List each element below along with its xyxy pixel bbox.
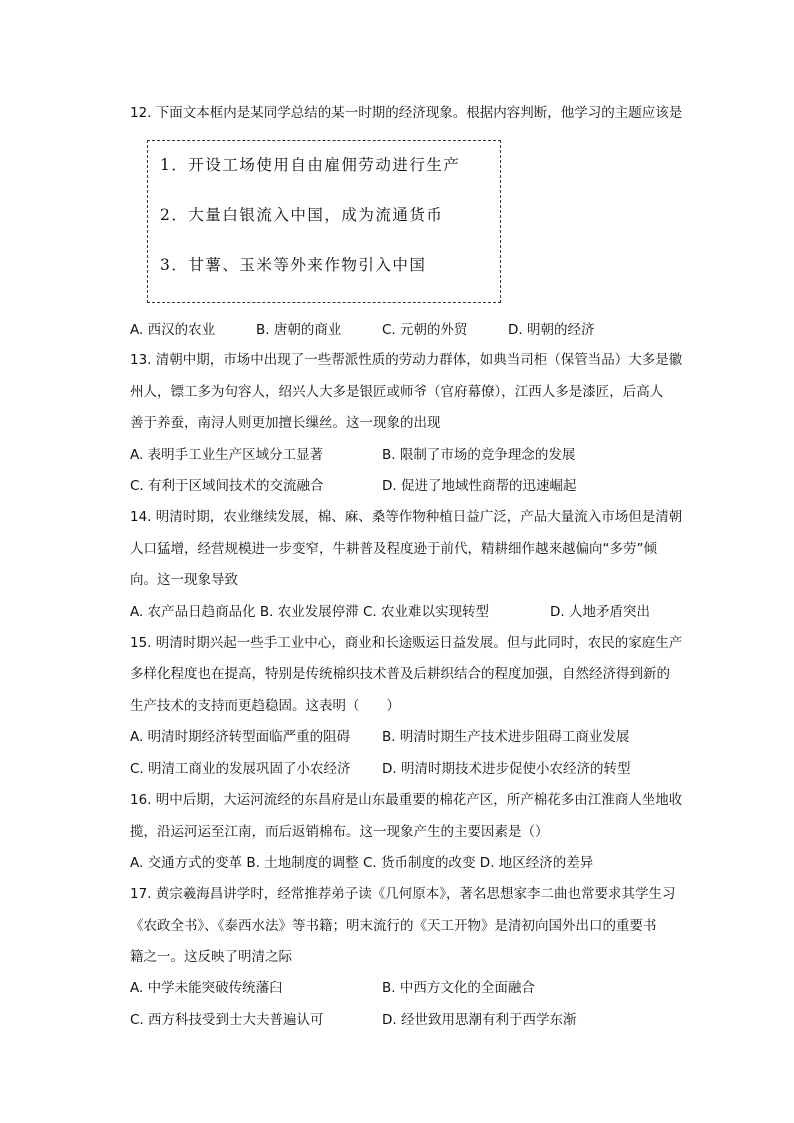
q12-option-d: D. 明朝的经济 [508, 322, 595, 338]
q13-option-c: C. 有利于区域间技术的交流融合 [130, 478, 324, 494]
q15-option-b: B. 明清时期生产技术进步阻碍工商业发展 [382, 729, 630, 745]
q17-option-a: A. 中学未能突破传统藩臼 [130, 980, 283, 996]
q15-option-d: D. 明清时期技术进步促使小农经济的转型 [382, 761, 631, 777]
question-16-stem-line-2: 揽，沿运河运至江南，而后返销棉布。这一现象产生的主要因素是（） [130, 824, 549, 840]
q12-option-c: C. 元朝的外贸 [382, 322, 468, 338]
question-12-text-box [147, 140, 501, 303]
question-13-stem-line-2: 州人，镖工多为句容人，绍兴人大多是银匠或师爷（官府幕僚），江西人多是漆匠，后高人 [130, 384, 664, 400]
question-17-stem-line-3: 籍之一。这反映了明清之际 [130, 949, 292, 965]
box-item-1: 1．开设工场使用自由雇佣劳动进行生产 [160, 156, 461, 174]
q16-options: A. 交通方式的变革 B. 土地制度的调整 C. 货币制度的改变 D. 地区经济的差异 [130, 855, 594, 871]
q12-option-b: B. 唐朝的商业 [256, 322, 342, 338]
question-15-stem-line-3: 生产技术的支持而更趋稳固。这表明（ ） [130, 698, 400, 714]
question-15-stem-line-1: 15. 明清时期兴起一些手工业中心，商业和长途贩运日益发展。但与此同时，农民的家庭生产 [130, 635, 683, 651]
box-item-3: 3．甘薯、玉米等外来作物引入中国 [160, 256, 427, 274]
q15-option-a: A. 明清时期经济转型面临严重的阻碍 [130, 729, 351, 745]
q14-option-d: D. 人地矛盾突出 [550, 604, 650, 620]
question-13-stem-line-1: 13. 清朝中期，市场中出现了一些帮派性质的劳动力群体，如典当司柜（保管当品）大多是徽 [130, 352, 683, 368]
question-14-stem-line-3: 向。这一现象导致 [130, 572, 238, 588]
question-17-stem-line-1: 17. 黄宗羲海昌讲学时，经常推荐弟子读《几何原本》，著名思想家李二曲也常要求其学生习 [130, 886, 676, 902]
q12-option-a: A. 西汉的农业 [130, 322, 216, 338]
question-12-stem: 12. 下面文本框内是某同学总结的某一时期的经济现象。根据内容判断，他学习的主题应该是 [130, 105, 683, 121]
question-17-stem-line-2: 《农政全书》、《泰西水法》等书籍；明末流行的《天工开物》是清初向国外出口的重要书 [130, 918, 657, 934]
q13-option-b: B. 限制了市场的竞争理念的发展 [382, 447, 576, 463]
q13-option-d: D. 促进了地域性商帮的迅速崛起 [382, 478, 577, 494]
question-13-stem-line-3: 善于养蚕，南浔人则更加擅长缫丝。这一现象的出现 [130, 415, 441, 431]
question-14-stem-line-2: 人口猛增，经营规模进一步变窄，牛耕普及程度逊于前代，精耕细作越来越偏向“多劳”倾 [130, 541, 657, 557]
q14-options-abc: A. 农产品日趋商品化 B. 农业发展停滞 C. 农业难以实现转型 [130, 604, 490, 620]
question-15-stem-line-2: 多样化程度也在提高，特别是传统棉织技术普及后耕织结合的程度加强，自然经济得到新的 [130, 666, 670, 682]
question-16-stem-line-1: 16. 明中后期，大运河流经的东昌府是山东最重要的棉花产区，所产棉花多由江淮商人坐地收 [130, 792, 683, 808]
q17-option-b: B. 中西方文化的全面融合 [382, 980, 535, 996]
q15-option-c: C. 明清工商业的发展巩固了小农经济 [130, 761, 351, 777]
question-14-stem-line-1: 14. 明清时期，农业继续发展，棉、麻、桑等作物种植日益广泛，产品大量流入市场但是清朝 [130, 509, 683, 525]
q17-option-c: C. 西方科技受到士大夫普遍认可 [130, 1012, 324, 1028]
q17-option-d: D. 经世致用思潮有利于西学东渐 [382, 1012, 577, 1028]
q13-option-a: A. 表明手工业生产区域分工显著 [130, 447, 324, 463]
box-item-2: 2．大量白银流入中国，成为流通货币 [160, 206, 444, 224]
